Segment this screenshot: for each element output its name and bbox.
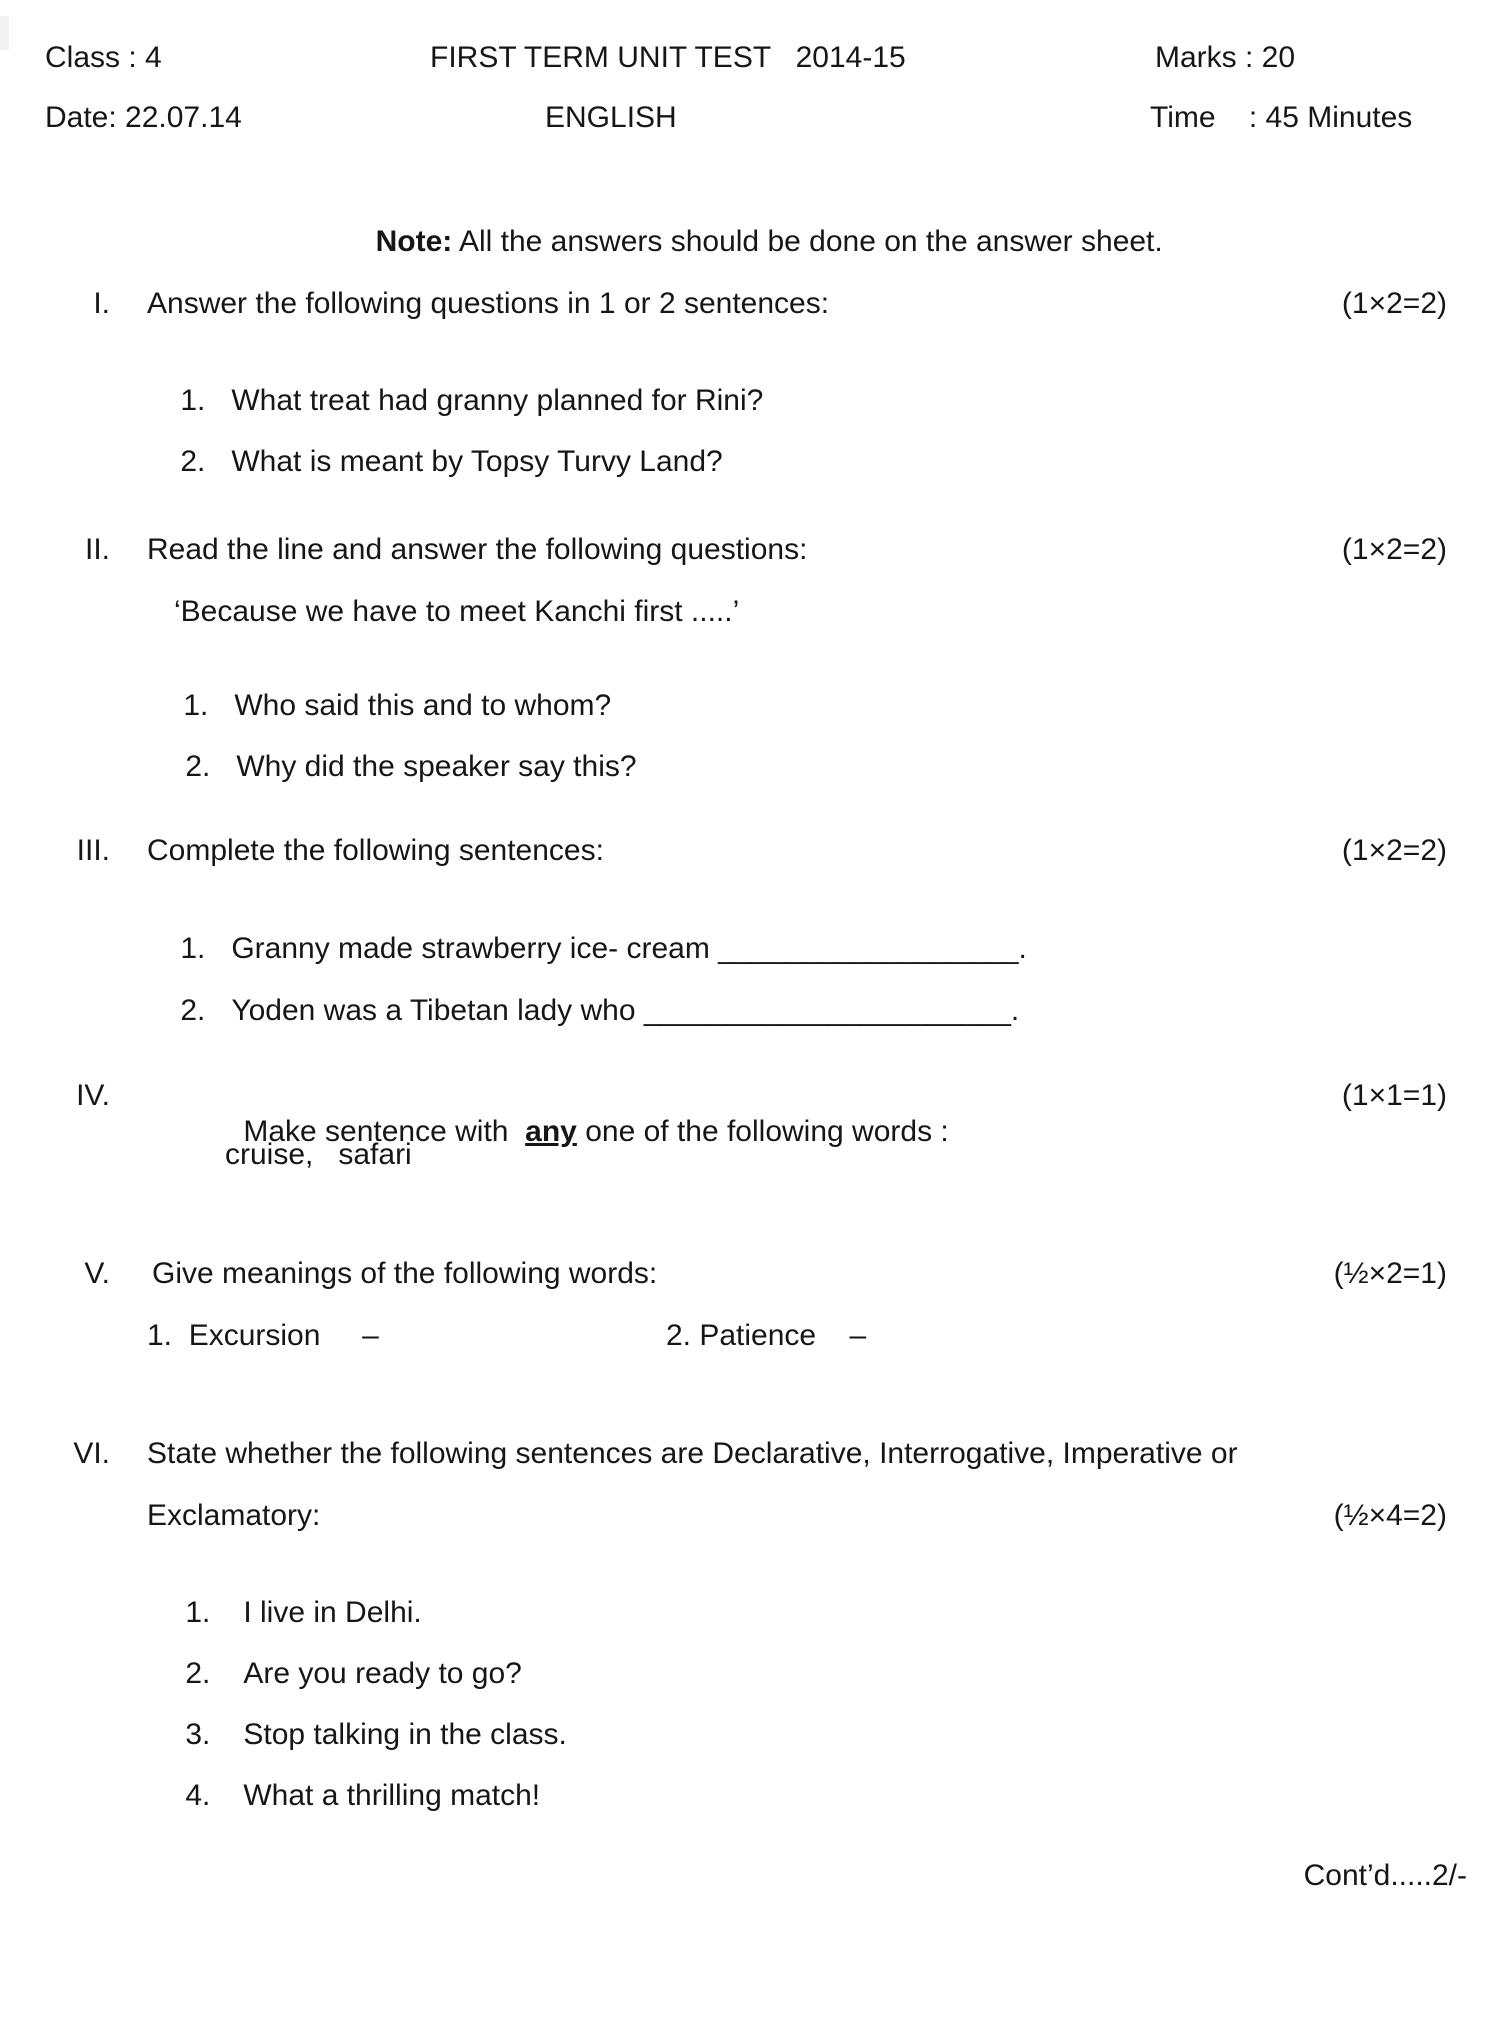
item-number: 2. <box>185 750 211 783</box>
item-text: Who said this and to whom? <box>234 689 612 722</box>
section-5-marks: (½×2=1) <box>1333 1257 1447 1290</box>
word-options: cruise, safari <box>225 1138 412 1171</box>
section-1-marks: (1×2=2) <box>1341 287 1447 320</box>
section-4-numeral: IV. <box>76 1079 110 1112</box>
item-text: I live in Delhi. <box>243 1596 422 1629</box>
item-text: Stop talking in the class. <box>243 1718 567 1751</box>
item-number: 1. <box>180 932 206 965</box>
time-label: Time : 45 Minutes <box>1150 101 1413 134</box>
heading-emphasis: any <box>525 1115 577 1148</box>
section-2-marks: (1×2=2) <box>1341 533 1447 566</box>
section-2-numeral: II. <box>84 533 110 566</box>
section-1-numeral: I. <box>93 287 110 320</box>
heading-text: one of the following words : <box>576 1115 949 1148</box>
quote-line: ‘Because we have to meet Kanchi first .....’ <box>174 595 740 628</box>
section-3-numeral: III. <box>76 834 110 867</box>
section-2-heading: Read the line and answer the following questions: <box>147 533 808 566</box>
section-1-heading: Answer the following questions in 1 or 2 sentences: <box>147 287 830 320</box>
meaning-item-right: 2. Patience – <box>666 1319 867 1352</box>
note-prefix: Note: <box>375 225 453 258</box>
question-item <box>152 713 637 821</box>
note-text: All the answers should be done on the answer sheet. <box>452 225 1163 258</box>
scan-artifact <box>0 16 9 50</box>
item-text: Are you ready to go? <box>243 1657 522 1690</box>
item-text: What is meant by Topsy Turvy Land? <box>231 445 723 478</box>
section-5-heading: Give meanings of the following words: <box>152 1257 658 1290</box>
sentence-item <box>152 1742 540 1850</box>
question-item <box>147 957 1019 1065</box>
date-label: Date: 22.07.14 <box>45 101 242 134</box>
item-text: Yoden was a Tibetan lady who ______________________. <box>231 994 1020 1027</box>
item-text: What treat had granny planned for Rini? <box>231 384 764 417</box>
item-text: Why did the speaker say this? <box>236 750 637 783</box>
subject-title: ENGLISH <box>545 101 677 134</box>
item-number: 4. <box>185 1779 211 1812</box>
item-number: 1. <box>185 1596 211 1629</box>
item-number: 2. <box>180 445 206 478</box>
marks-label: Marks : 20 <box>1155 41 1296 74</box>
item-text: What a thrilling match! <box>243 1779 541 1812</box>
class-label: Class : 4 <box>45 41 162 74</box>
continued-label: Cont’d.....2/- <box>1303 1859 1467 1892</box>
item-text: Granny made strawberry ice- cream __________________. <box>231 932 1027 965</box>
item-number: 1. <box>180 384 206 417</box>
section-6-numeral: VI. <box>73 1437 110 1470</box>
item-number: 1. <box>183 689 209 722</box>
section-6-heading-line1: State whether the following sentences are Declarative, Interrogative, Imperative or <box>147 1437 1238 1470</box>
section-3-heading: Complete the following sentences: <box>147 834 604 867</box>
question-item <box>147 408 723 516</box>
meaning-item-left: 1. Excursion – <box>147 1319 379 1352</box>
section-4-marks: (1×1=1) <box>1341 1079 1447 1112</box>
section-3-marks: (1×2=2) <box>1341 834 1447 867</box>
item-number: 3. <box>185 1718 211 1751</box>
item-number: 2. <box>185 1657 211 1690</box>
heading-text: Make sentence with <box>243 1115 526 1148</box>
item-number: 2. <box>180 994 206 1027</box>
section-5-numeral: V. <box>84 1257 110 1290</box>
section-6-marks: (½×4=2) <box>1333 1499 1447 1532</box>
page-title: FIRST TERM UNIT TEST 2014-15 <box>430 41 906 74</box>
note <box>0 188 1505 296</box>
section-6-heading-line2: Exclamatory: <box>147 1499 321 1532</box>
